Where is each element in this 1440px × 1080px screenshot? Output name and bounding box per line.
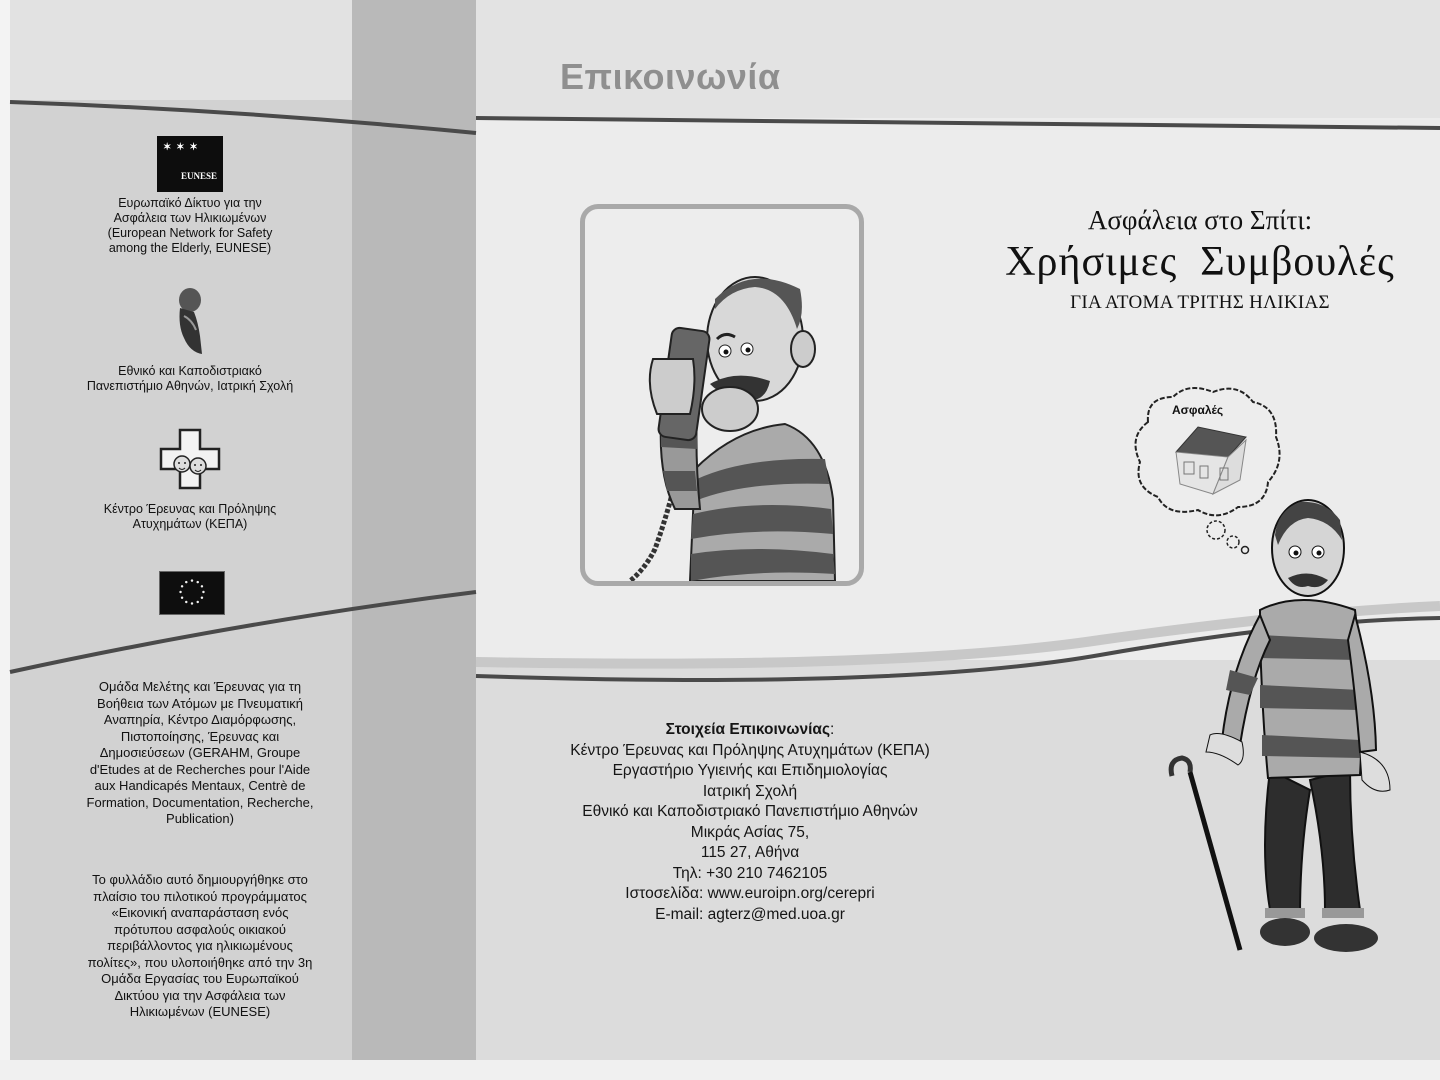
- contact-phone: Τηλ: +30 210 7462105: [672, 864, 828, 882]
- partner-text: Ευρωπαϊκό Δίκτυο για την: [118, 196, 262, 210]
- partner-text: Ασφάλεια των Ηλικιωμένων: [113, 211, 267, 225]
- contact-website: Ιστοσελίδα: www.euroipn.org/cerepri: [625, 885, 875, 902]
- partner-kepa: [60, 428, 320, 532]
- elderly-man-on-phone-illustration: [585, 209, 859, 581]
- contact-school: Ιατρική Σχολή: [702, 782, 798, 800]
- eunese-logo-icon: ✶ ✶ ✶ EUNESE: [157, 136, 223, 192]
- partner-text: Εθνικό και Καποδιστριακό: [118, 364, 262, 378]
- partner-text: Κέντρο Έρευνας και Πρόληψης: [103, 502, 277, 516]
- gerahm-paragraph: Ομάδα Μελέτης και Έρευνας για τη Βοήθεια των Ατόμων με Πνευματική Αναπηρία, Κέντρο Διαμόρφωσης, Πιστοποίησης, Έρευνας και Δημοσιεύσεων (GERAHM, Groupe d'Etudes at de Recherches pour l'Aide aux Handicapés Mentaux, Centrè de Formation, Documentation, Recherche, Publication): [86, 679, 314, 826]
- brochure-spine: [352, 0, 476, 1062]
- cover-subtitle: Ασφάλεια στο Σπίτι:: [1087, 205, 1313, 235]
- partner-text: Ατυχημάτων (ΚΕΠΑ): [132, 517, 248, 531]
- contact-street: Μικράς Ασίας 75,: [690, 823, 810, 841]
- cover-main-title: Χρήσιμες Συμβουλές: [1005, 239, 1395, 285]
- contact-heading: Στοιχεία Επικοινωνίας:: [665, 721, 835, 738]
- cover-audience: ΓΙΑ ΑΤΟΜΑ ΤΡΙΤΗΣ ΗΛΙΚΙΑΣ: [1070, 292, 1330, 313]
- cover-title-block: [960, 205, 1440, 314]
- thought-bubble-label: Ασφαλές: [1172, 403, 1224, 417]
- kepa-cross-logo-icon: [159, 428, 221, 490]
- partner-text: among the Elderly, EUNESE): [108, 241, 272, 255]
- university-head-logo-icon: [170, 286, 210, 356]
- program-paragraph: Το φυλλάδιο αυτό δημιουργήθηκε στο πλαίσιο του πιλοτικού προγράμματος «Εικονική αναπαράσταση ενός πρότυπου ασφαλούς οικιακού περιβάλλοντος για ηλικιωμένους πολίτες», που υλοποιήθηκε από την 3η Ομάδα Εργασίας του Ευρωπαϊκού Δικτύου για την Ασφάλεια των Ηλικιωμένων (EUNESE): [87, 872, 313, 1019]
- phone-man-illustration-frame: [580, 204, 864, 586]
- paper-bottom-edge: [0, 1060, 1440, 1080]
- partner-text: (European Network for Safety: [107, 226, 273, 240]
- paper-edge: [0, 0, 10, 1080]
- contact-email: E-mail: agterz@med.uoa.gr: [655, 905, 845, 923]
- left-panel-header-band: [10, 0, 352, 100]
- contact-org: Κέντρο Έρευνας και Πρόληψης Ατυχημάτων (ΚΕΠΑ): [570, 741, 930, 759]
- elderly-man-with-cane-illustration: [1150, 490, 1430, 970]
- partner-university: [60, 286, 320, 394]
- partner-eunese: [60, 136, 320, 256]
- contact-details: [520, 720, 980, 925]
- partner-text: Πανεπιστήμιο Αθηνών, Ιατρική Σχολή: [86, 379, 294, 393]
- section-title: Επικοινωνία: [560, 56, 781, 97]
- eu-flag-icon: [159, 571, 225, 615]
- contact-city: 115 27, Αθήνα: [700, 844, 800, 861]
- contact-university: Εθνικό και Καποδιστριακό Πανεπιστήμιο Αθηνών: [582, 803, 918, 820]
- partner-eu: [157, 571, 227, 619]
- contact-lab: Εργαστήριο Υγιεινής και Επιδημιολογίας: [612, 762, 888, 779]
